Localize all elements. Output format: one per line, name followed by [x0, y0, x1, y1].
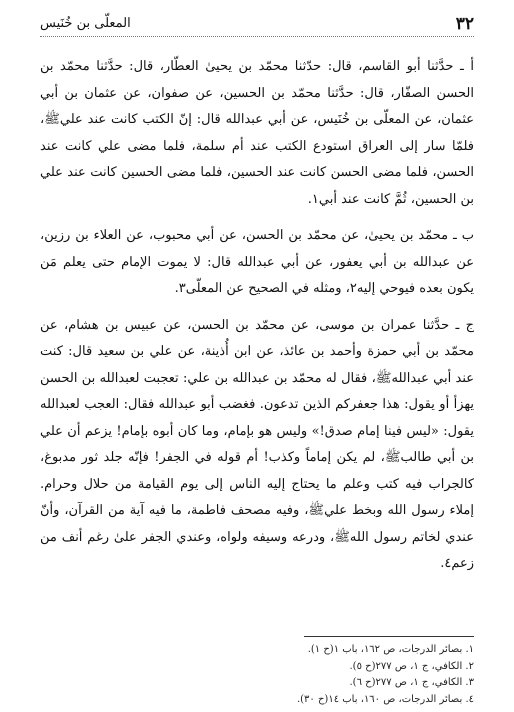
paragraph-label: ب ـ: [453, 228, 474, 243]
footnote-1: ١. بصائر الدرجات، ص ١٦٢، باب ١(ح ١).: [307, 644, 474, 655]
paragraph-b: [40, 223, 474, 303]
body-text: [40, 54, 474, 578]
paragraph-c: [40, 313, 474, 578]
paragraph-label: أ ـ: [460, 59, 474, 74]
running-title: المعلّى بن خُنَيس: [40, 16, 131, 31]
paragraph-a: [40, 54, 474, 213]
paragraph-text: حدَّثنا أبو القاسم، قال: حدّثنا محمّد بن يحيىٰ العطّار، قال: حدَّثنا محمّد بن الحسن الصفّار، قال: حدَّثنا محمّد بن الحسين، عن صفوان، عن عثمان بن أبي عثمان، عن المعلّى بن خُنَيس، عن أبي عبدالله قال: إنّ الكتب كانت عند عليﷺ، فلمّا سار إلى العراق استودع الكتب عند أم سلمة، فلما مضى علي كانت عند الحسن، فلما مضى الحسن كانت عند الحسين، فلما مضى الحسين كانت عند علي بن الحسين، ثُمَّ كانت عند أبي١.: [40, 59, 474, 207]
paragraph-label: ج ـ: [455, 317, 474, 333]
footnote-3: ٣. الكافي، ج ١، ص ٢٧٧(ح ٦).: [349, 677, 474, 688]
paragraph-text: محمّد بن يحيىٰ، عن محمّد بن الحسن، عن أبي محبوب، عن العلاء بن رزين، عن عبدالله بن أبي يعفور، عن أبي عبدالله قال: لا يموت الإمام حتى يعلم مَن يكون بعده فيوحي إليه٢، ومثله في الصحيح عن المعلّى٣.: [40, 228, 474, 296]
footnote-separator: [304, 636, 474, 637]
footnotes: [40, 642, 474, 708]
page-number: ٣٢: [455, 14, 474, 34]
footnote-4: ٤. بصائر الدرجات، ص ١٦٠، باب ١٤(ح ٣٠).: [296, 693, 474, 705]
paragraph-text: حدَّثنا عمران بن موسى، عن محمّد بن الحسن، عن عبيس بن هشام، عن محمّد بن أبي حمزة وأحمد بن عائذ، عن ابن أُذينة، عن علي بن سعيد قال: كنت عند أبي عبداللهﷺ، فقال له محمّد بن عبدالله بن علي: تعجبت لعبدالله بن الحسن يهزأ أو يقول: هذا جعفركم الذين تدعون. فغضب أبو عبدالله فقال: العجب لعبدالله يقول: «ليس فينا إمام صدق!» وليس هو بإمام، وما كان أبوه بإمام! يزعم أن علي بن أبي طالبﷺ، لم يكن إماماً وكذب! أم قوله في الجفر! فإنّه جلد ثور مدبوغ، كالجراب فيه كتب وعلم ما يحتاج إليه الناس إلى يوم القيامة من حلال وحرام. إملاء رسول الله وبخط عليﷺ، وفيه مصحف فاطمة، ما فيه آية من القرآن، وأنّ عندي لخاتم رسول اللهﷺ، ودرعه وسيفه ولواه، وعندي الجفر علىٰ رغم أنف من زعم٤.: [40, 317, 474, 571]
footnote-2: ٢. الكافي، ج ١، ص ٢٧٧(ح ٥).: [349, 660, 474, 672]
page-header: [40, 14, 474, 37]
